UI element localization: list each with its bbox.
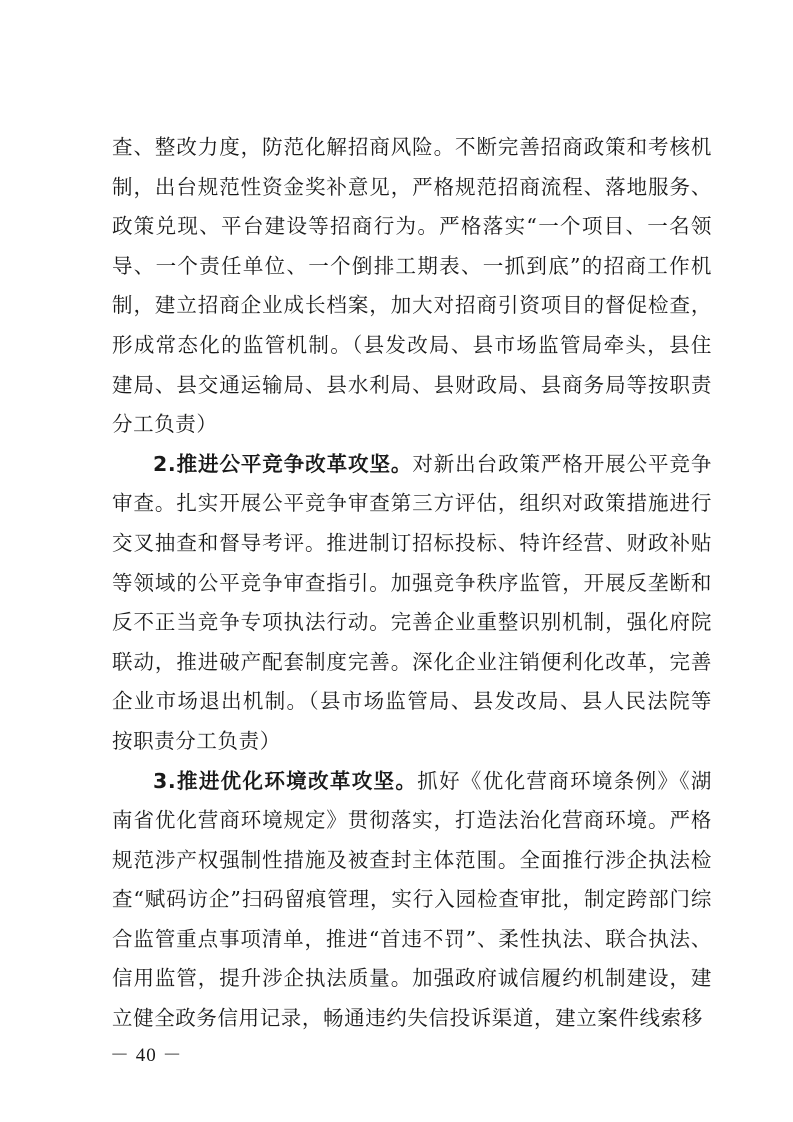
page-number: － 40 － (110, 1045, 183, 1066)
paragraph-2-text: 对新出台政策严格开展公平竞争审查。扎实开展公平竞争审查第三方评估，组织对政策措施进行交叉抽查和督导考评。推进制订招标投标、特许经营、财政补贴等领域的公平竞争审查指引。加强竞争秩序监管，开展反垄断和反不正当竞争专项执法行动。完善企业重整识别机制，强化府院联动，推进破产配套制度完善。深化企业注销便利化改革，完善企业市场退出机制。（县市场监管局、县发改局、县人民法院等按职责分工负责） (112, 451, 712, 753)
paragraph-3 (112, 762, 712, 1039)
paragraph-2-heading: 2.推进公平竞争改革攻坚。 (153, 451, 413, 476)
body-text (112, 128, 712, 1039)
paragraph-3-heading: 3.推进优化环境改革攻坚。 (153, 768, 418, 793)
paragraph-1 (112, 128, 712, 445)
paragraph-1-text: 查、整改力度，防范化解招商风险。不断完善招商政策和考核机制，出台规范性资金奖补意见，严格规范招商流程、落地服务、政策兑现、平台建设等招商行为。严格落实“一个项目、一名领导、一个责任单位、一个倒排工期表、一抓到底”的招商工作机制，建立招商企业成长档案，加大对招商引资项目的督促检查，形成常态化的监管机制。（县发改局、县市场监管局牵头，县住建局、县交通运输局、县水利局、县财政局、县商务局等按职责分工负责） (112, 135, 712, 437)
paragraph-3-text: 抓好《优化营商环境条例》《湖南省优化营商环境规定》贯彻落实，打造法治化营商环境。严格规范涉产权强制性措施及被查封主体范围。全面推行涉企执法检查“赋码访企”扫码留痕管理，实行入园检查审批，制定跨部门综合监管重点事项清单，推进“首违不罚”、柔性执法、联合执法、信用监管，提升涉企执法质量。加强政府诚信履约机制建设，建立健全政务信用记录，畅通违约失信投诉渠道，建立案件线索移 (112, 768, 712, 1031)
paragraph-2 (112, 445, 712, 762)
